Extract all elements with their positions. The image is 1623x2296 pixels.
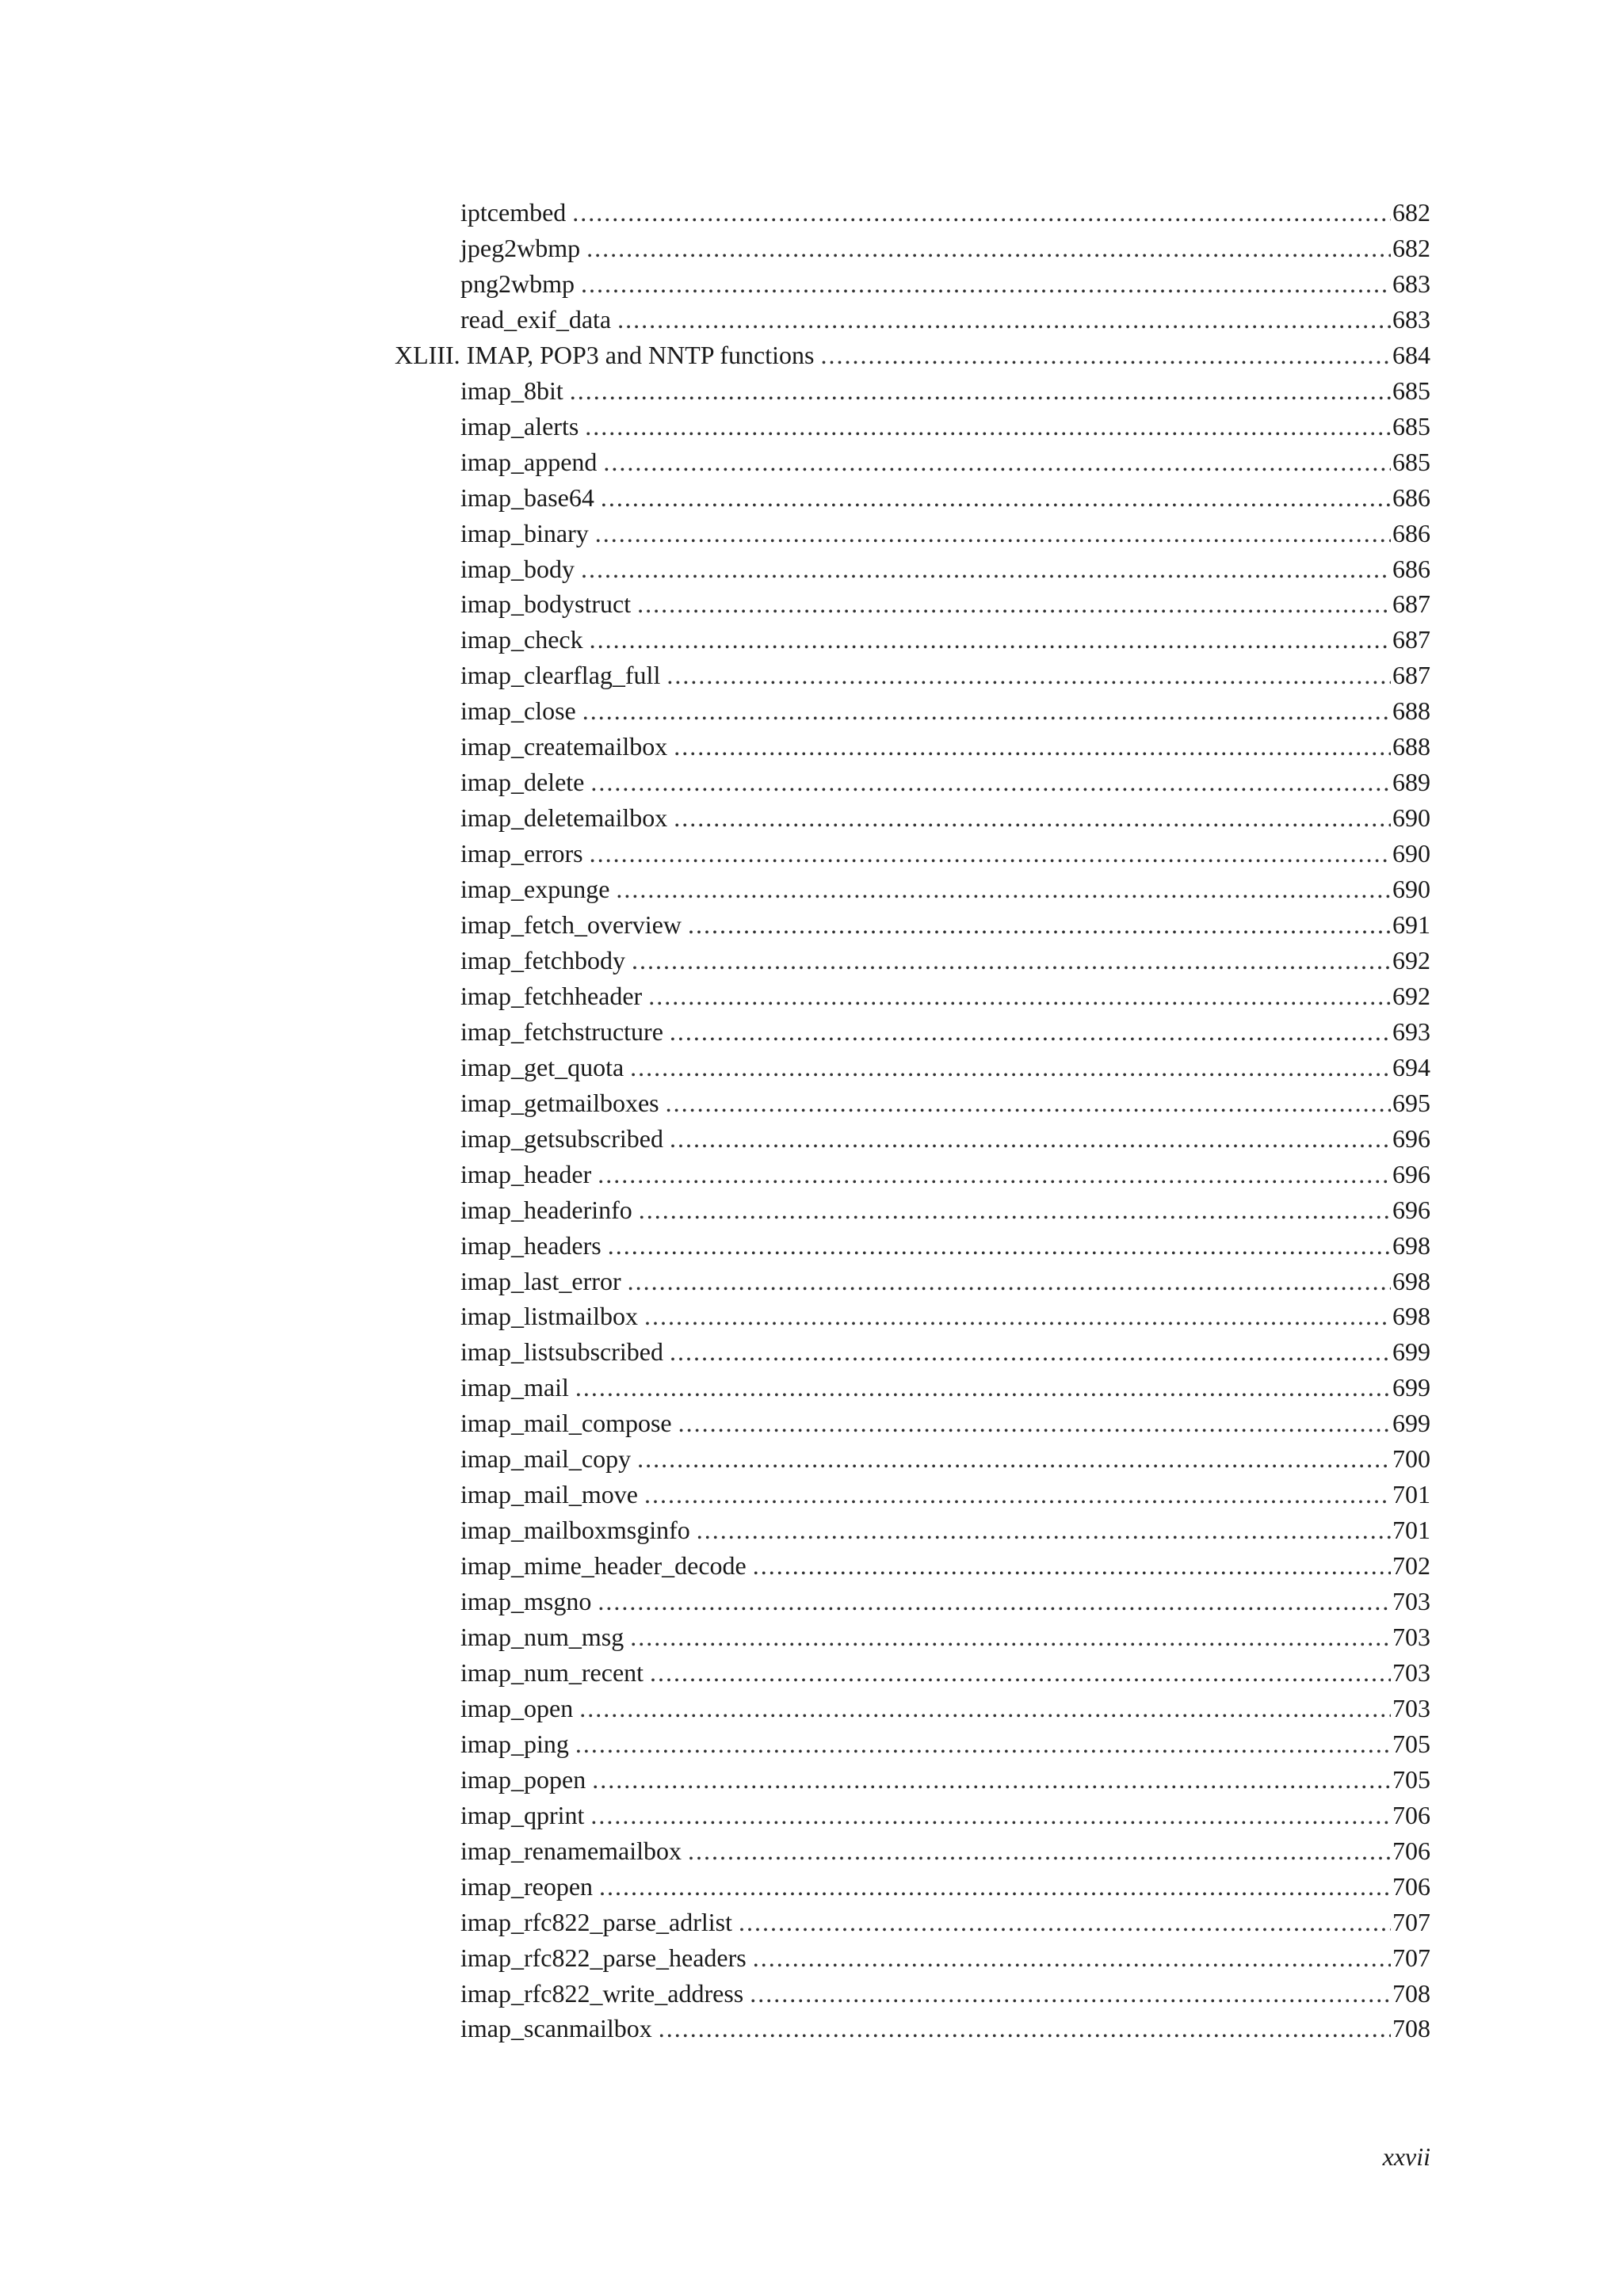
dot-leader [639, 1192, 1391, 1227]
dot-leader [632, 943, 1391, 978]
toc-entry-label: imap_last_error [460, 1266, 621, 1295]
toc-entry[interactable] [460, 1477, 1430, 1512]
toc-entry[interactable] [460, 907, 1430, 942]
toc-entry-label: imap_msgno [460, 1587, 592, 1616]
toc-entry[interactable] [460, 1334, 1430, 1369]
dot-leader [644, 1299, 1391, 1333]
dot-leader [753, 1548, 1391, 1583]
toc-entry-page-number: 699 [1392, 1337, 1430, 1367]
dot-leader [572, 195, 1391, 230]
toc-entry[interactable] [460, 1548, 1430, 1583]
toc-entry-label: imap_expunge [460, 875, 610, 904]
toc-entry-page-number: 683 [1392, 304, 1430, 334]
toc-entry[interactable] [460, 1905, 1430, 1939]
toc-entry[interactable] [460, 1014, 1430, 1049]
dot-leader [674, 729, 1391, 764]
dot-leader [650, 1655, 1391, 1690]
dot-leader [750, 1976, 1391, 2011]
toc-entry[interactable] [460, 480, 1430, 515]
dot-leader [688, 1833, 1391, 1868]
toc-entry[interactable] [460, 1121, 1430, 1156]
toc-entry[interactable] [460, 765, 1430, 799]
toc-entry-page-number: 686 [1392, 482, 1430, 512]
toc-entry-label: imap_listmailbox [460, 1302, 638, 1331]
toc-entry-page-number: 690 [1392, 803, 1430, 833]
toc-entry-label: imap_fetchheader [460, 981, 643, 1010]
toc-entry[interactable] [460, 516, 1430, 551]
toc-entry[interactable] [460, 1441, 1430, 1476]
toc-entry-label: XLIII. IMAP, POP3 and NNTP functions [395, 340, 815, 369]
dot-leader [630, 1619, 1391, 1654]
toc-entry[interactable] [460, 1619, 1430, 1654]
dot-leader [670, 1334, 1391, 1369]
toc-entry-label: imap_binary [460, 518, 589, 547]
toc-entry-page-number: 695 [1392, 1088, 1430, 1117]
toc-entry[interactable] [460, 1264, 1430, 1299]
toc-entry-page-number: 699 [1392, 1373, 1430, 1402]
toc-entry-page-number: 689 [1392, 768, 1430, 797]
dot-leader [644, 1477, 1391, 1512]
toc-entry-label: imap_reopen [460, 1871, 594, 1901]
toc-entry-page-number: 698 [1392, 1266, 1430, 1295]
toc-entry-page-number: 685 [1392, 376, 1430, 405]
toc-entry-page-number: 693 [1392, 1016, 1430, 1046]
toc-entry-label: imap_mail [460, 1373, 569, 1402]
toc-entry-label: imap_getsubscribed [460, 1123, 663, 1153]
toc-entry-label: imap_rfc822_parse_adrlist [460, 1907, 732, 1936]
dot-leader [688, 907, 1391, 942]
dot-leader [630, 1050, 1391, 1085]
toc-entry-label: imap_getmailboxes [460, 1088, 659, 1117]
toc-entry[interactable] [460, 1157, 1430, 1192]
toc-entry-page-number: 682 [1392, 198, 1430, 227]
toc-entry-page-number: 691 [1392, 910, 1430, 939]
toc-entry-label: jpeg2wbmp [460, 233, 581, 262]
page-number: xxvii [1382, 2142, 1430, 2171]
dot-leader [598, 1584, 1391, 1619]
dot-leader [581, 266, 1391, 301]
dot-leader [579, 1691, 1391, 1726]
toc-entry-label: imap_scanmailbox [460, 2014, 652, 2043]
toc-entry-label: imap_mail_move [460, 1480, 638, 1509]
toc-entry-page-number: 707 [1392, 1907, 1430, 1936]
toc-entry-page-number: 705 [1392, 1729, 1430, 1758]
toc-entry-label: imap_fetchstructure [460, 1016, 663, 1046]
toc-entry-label: imap_close [460, 696, 576, 726]
toc-entry-label: imap_mailboxmsginfo [460, 1516, 690, 1545]
toc-entry-page-number: 705 [1392, 1764, 1430, 1794]
dot-leader [575, 1370, 1391, 1405]
toc-entry-page-number: 701 [1392, 1480, 1430, 1509]
dot-leader [616, 871, 1391, 906]
toc-entry-page-number: 703 [1392, 1657, 1430, 1687]
toc-entry-page-number: 688 [1392, 696, 1430, 726]
toc-entry[interactable] [460, 2011, 1430, 2046]
toc-entry[interactable] [460, 1228, 1430, 1263]
toc-entry[interactable] [460, 836, 1430, 871]
toc-entry-page-number: 690 [1392, 839, 1430, 868]
toc-entry-label: imap_rfc822_write_address [460, 1978, 744, 2008]
dot-leader [674, 800, 1391, 835]
toc-entry[interactable] [460, 1085, 1430, 1120]
toc-entry[interactable] [460, 195, 1430, 230]
toc-entry-page-number: 683 [1392, 269, 1430, 298]
dot-leader [590, 1798, 1391, 1833]
dot-leader [570, 373, 1391, 408]
dot-leader [585, 409, 1391, 444]
toc-entry[interactable] [460, 1584, 1430, 1619]
toc-entry-page-number: 684 [1392, 340, 1430, 369]
toc-entry-page-number: 698 [1392, 1230, 1430, 1260]
toc-entry-label: imap_header [460, 1159, 592, 1188]
toc-entry-label: iptcembed [460, 198, 567, 227]
toc-entry[interactable] [460, 871, 1430, 906]
toc-entry-page-number: 707 [1392, 1943, 1430, 1972]
toc-entry-page-number: 694 [1392, 1052, 1430, 1081]
toc-entry[interactable] [460, 1691, 1430, 1726]
toc-entry[interactable] [460, 1655, 1430, 1690]
toc-entry-label: imap_base64 [460, 482, 594, 512]
toc-entry[interactable] [460, 978, 1430, 1013]
toc-entry-label: imap_renamemailbox [460, 1836, 682, 1865]
toc-entry-label: imap_popen [460, 1764, 586, 1794]
toc-entry[interactable] [460, 1050, 1430, 1085]
toc-entry-label: imap_rfc822_parse_headers [460, 1943, 747, 1972]
toc-entry-label: imap_mail_copy [460, 1444, 632, 1474]
toc-entry-page-number: 687 [1392, 589, 1430, 619]
toc-entry-page-number: 692 [1392, 981, 1430, 1010]
toc-entry-page-number: 703 [1392, 1623, 1430, 1651]
toc-entry-label: imap_num_recent [460, 1657, 644, 1687]
toc-entry-label: imap_clearflag_full [460, 661, 661, 690]
toc-entry-label: imap_errors [460, 839, 583, 868]
toc-entry-label: imap_append [460, 447, 598, 476]
toc-entry-page-number: 698 [1392, 1302, 1430, 1331]
toc-entry[interactable] [460, 409, 1430, 444]
dot-leader [595, 516, 1391, 551]
toc-entry-page-number: 706 [1392, 1836, 1430, 1865]
toc-entry-page-number: 692 [1392, 945, 1430, 974]
toc-entry-label: imap_deletemailbox [460, 803, 668, 833]
dot-leader [678, 1405, 1391, 1440]
dot-leader [648, 978, 1391, 1013]
toc-entry[interactable] [460, 302, 1430, 337]
toc-entry[interactable] [460, 1192, 1430, 1227]
toc-entry-page-number: 708 [1392, 1978, 1430, 2008]
toc-entry[interactable] [460, 1869, 1430, 1904]
toc-entry[interactable] [460, 1370, 1430, 1405]
toc-entry[interactable] [460, 444, 1430, 479]
toc-entry[interactable] [460, 1940, 1430, 1975]
toc-entry-page-number: 701 [1392, 1516, 1430, 1545]
dot-leader [617, 302, 1391, 337]
dot-leader [637, 1441, 1391, 1476]
toc-entry-label: imap_get_quota [460, 1052, 624, 1081]
toc-entry-page-number: 685 [1392, 411, 1430, 441]
toc-entry-page-number: 696 [1392, 1123, 1430, 1153]
toc-entry[interactable] [460, 1512, 1430, 1547]
toc-entry-page-number: 700 [1392, 1444, 1430, 1474]
toc-entry[interactable] [460, 1798, 1430, 1833]
dot-leader [582, 693, 1391, 728]
dot-leader [590, 836, 1391, 871]
toc-entry-page-number: 696 [1392, 1195, 1430, 1224]
toc-entry-page-number: 696 [1392, 1159, 1430, 1188]
dot-leader [575, 1726, 1391, 1761]
toc-entry-label: imap_mail_compose [460, 1409, 672, 1438]
dot-leader [590, 765, 1391, 799]
dot-leader [586, 231, 1391, 265]
toc-entry[interactable] [460, 1405, 1430, 1440]
dot-leader [599, 1869, 1391, 1904]
toc-entry[interactable] [460, 373, 1430, 408]
toc-entry[interactable] [460, 1726, 1430, 1761]
dot-leader [670, 1121, 1391, 1156]
toc-entry[interactable] [460, 729, 1430, 764]
toc-entry[interactable] [460, 622, 1430, 657]
toc-entry[interactable] [460, 1976, 1430, 2011]
toc-entry-label: read_exif_data [460, 304, 612, 334]
toc-entry[interactable] [460, 693, 1430, 728]
toc-entry[interactable] [460, 1299, 1430, 1333]
toc-entry-label: imap_alerts [460, 411, 579, 441]
toc-entry-page-number: 687 [1392, 625, 1430, 654]
toc-entry-page-number: 690 [1392, 875, 1430, 904]
toc-entry-page-number: 686 [1392, 518, 1430, 547]
toc-entry-page-number: 706 [1392, 1800, 1430, 1829]
toc-entry-label: imap_delete [460, 768, 585, 797]
toc-entry-page-number: 682 [1392, 233, 1430, 262]
toc-entry-page-number: 706 [1392, 1871, 1430, 1901]
dot-leader [670, 1014, 1391, 1049]
toc-entry[interactable] [460, 586, 1430, 621]
toc-entry-page-number: 703 [1392, 1587, 1430, 1616]
toc-entry-page-number: 703 [1392, 1693, 1430, 1722]
toc-entry[interactable] [460, 658, 1430, 692]
toc-entry-page-number: 685 [1392, 447, 1430, 476]
dot-leader [603, 444, 1391, 479]
dot-leader [697, 1512, 1391, 1547]
dot-leader [753, 1940, 1391, 1975]
toc-entry-page-number: 699 [1392, 1409, 1430, 1438]
toc-entry-page-number: 688 [1392, 732, 1430, 761]
toc-entry-page-number: 687 [1392, 661, 1430, 690]
dot-leader [666, 658, 1391, 692]
toc-entry-label: imap_qprint [460, 1800, 585, 1829]
toc-entry-label: imap_mime_header_decode [460, 1551, 747, 1581]
toc-entry-page-number: 702 [1392, 1551, 1430, 1581]
toc-entry[interactable] [460, 266, 1430, 301]
toc-entry-label: png2wbmp [460, 269, 575, 298]
dot-leader [666, 1085, 1391, 1120]
toc-entry-label: imap_num_msg [460, 1623, 624, 1651]
dot-leader [590, 622, 1391, 657]
dot-leader [608, 1228, 1391, 1263]
dot-leader [598, 1157, 1391, 1192]
toc-entry[interactable] [460, 1833, 1430, 1868]
toc-entry[interactable] [460, 800, 1430, 835]
toc-entry-label: imap_headerinfo [460, 1195, 632, 1224]
toc-entry-label: imap_createmailbox [460, 732, 668, 761]
dot-leader [659, 2011, 1391, 2046]
toc-entry-label: imap_8bit [460, 376, 563, 405]
dot-leader [739, 1905, 1391, 1939]
toc-entry[interactable] [460, 1762, 1430, 1797]
dot-leader [581, 551, 1391, 586]
toc-entry[interactable] [460, 231, 1430, 265]
toc-entry-label: imap_listsubscribed [460, 1337, 663, 1367]
toc-entry-label: imap_headers [460, 1230, 601, 1260]
dot-leader [820, 338, 1391, 372]
toc-entry-label: imap_fetch_overview [460, 910, 682, 939]
toc-entry[interactable] [460, 551, 1430, 586]
toc-entry-label: imap_ping [460, 1729, 569, 1758]
dot-leader [592, 1762, 1391, 1797]
toc-entry-page-number: 686 [1392, 554, 1430, 583]
toc-entry-label: imap_check [460, 625, 583, 654]
toc-entry-label: imap_open [460, 1693, 574, 1722]
toc-entry-label: imap_fetchbody [460, 945, 625, 974]
dot-leader [601, 480, 1391, 515]
toc-chapter-entry[interactable] [395, 338, 1430, 372]
toc-entry[interactable] [460, 943, 1430, 978]
toc-entry-page-number: 708 [1392, 2014, 1430, 2043]
toc-entry-label: imap_bodystruct [460, 589, 632, 619]
dot-leader [637, 586, 1391, 621]
toc-entry-label: imap_body [460, 554, 575, 583]
dot-leader [628, 1264, 1391, 1299]
